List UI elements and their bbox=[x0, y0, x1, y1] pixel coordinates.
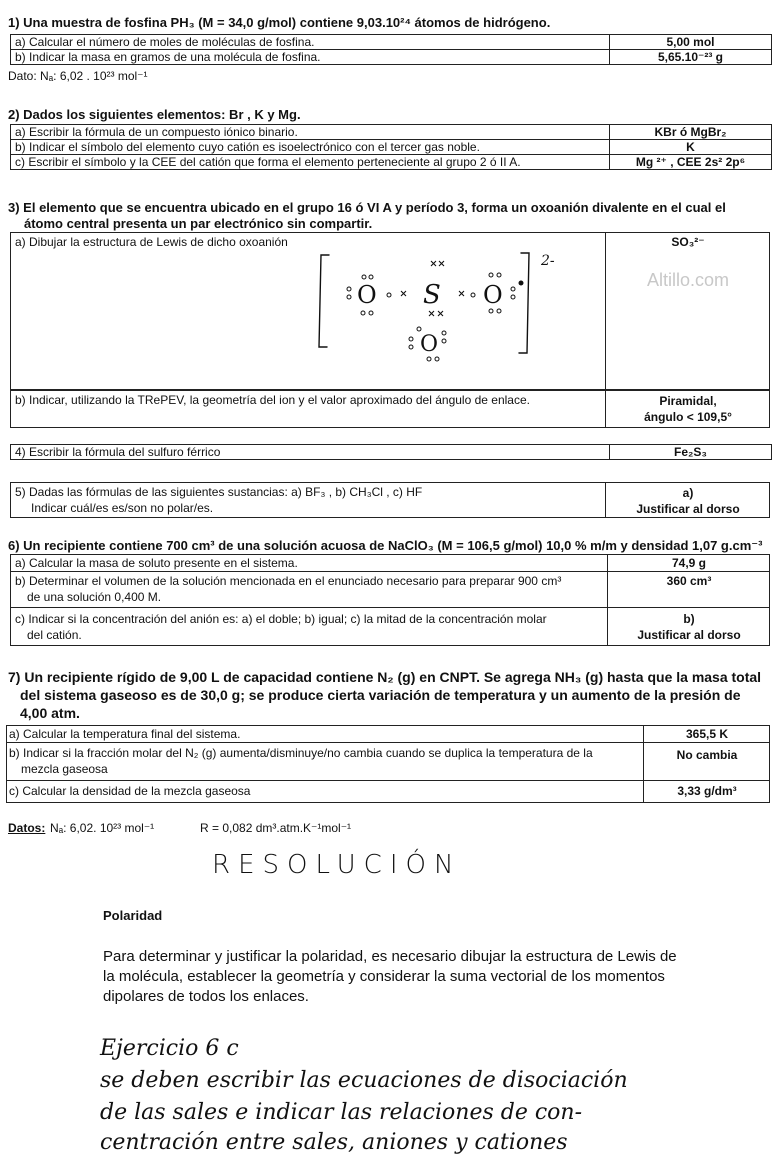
watermark-text: Altillo.com bbox=[646, 270, 730, 290]
q6-box bbox=[10, 554, 770, 646]
polaridad-heading: Polaridad bbox=[103, 908, 163, 923]
lewis-sulfur: S bbox=[423, 280, 441, 310]
q6-title: 6) Un recipiente contiene 700 cm³ de una solución acuosa de NaClO₃ (M = 106,5 g/mol) 10,0 % m/m y densidad 1,07 g.cm⁻³ bbox=[8, 538, 763, 553]
datos-na: Nₐ: 6,02. 10²³ mol⁻¹ bbox=[50, 821, 155, 835]
q3a-question: a) Dibujar la estructura de Lewis de dicho oxoanión bbox=[15, 235, 288, 249]
lewis-structure bbox=[301, 247, 601, 387]
lewis-oxygen-right: O bbox=[483, 281, 503, 309]
table-row bbox=[11, 125, 772, 140]
q6a-answer: 74,9 g bbox=[671, 556, 707, 570]
q1b-question: b) Indicar la masa en gramos de una molécula de fosfina. bbox=[11, 50, 610, 65]
handwritten-line3: de las sales e indicar las relaciones de con- bbox=[100, 1100, 583, 1125]
q5-question-line1: 5) Dadas las fórmulas de las siguientes sustancias: a) BF₃ , b) CH₃Cl , c) HF bbox=[15, 485, 423, 499]
q7b-question-line1: b) Indicar si la fracción molar del N₂ (g) aumenta/disminuye/no cambia cuando se duplica la temperatura de la bbox=[9, 746, 593, 760]
q5-answer-line1: a) bbox=[682, 486, 694, 500]
q4-question: 4) Escribir la fórmula del sulfuro férrico bbox=[11, 445, 610, 460]
q2a-answer: KBr ó MgBr₂ bbox=[610, 125, 772, 140]
handwritten-line2: se deben escribir las ecuaciones de disociación bbox=[100, 1068, 628, 1093]
q7b-question-line2: mezcla gaseosa bbox=[21, 762, 108, 776]
q6b-answer: 360 cm³ bbox=[666, 574, 712, 588]
q3a-box bbox=[10, 232, 770, 390]
q7-box bbox=[6, 725, 770, 803]
table-row bbox=[11, 155, 772, 170]
table-row bbox=[11, 445, 772, 460]
q5-box bbox=[10, 482, 770, 518]
q6c-question-line1: c) Indicar si la concentración del anión es: a) el doble; b) igual; c) la mitad de la concentración molar bbox=[15, 612, 547, 626]
lewis-oxygen-bottom: O bbox=[420, 332, 439, 357]
q3-title-line1: 3) El elemento que se encuentra ubicado en el grupo 16 ó VI A y período 3, forma un oxoanión divalente en el cual el bbox=[8, 200, 726, 215]
q1a-question: a) Calcular el número de moles de moléculas de fosfina. bbox=[11, 35, 610, 50]
polaridad-line3: dipolares de todos los enlaces. bbox=[103, 988, 309, 1005]
q4-answer: Fe₂S₃ bbox=[610, 445, 772, 460]
q4-table bbox=[10, 444, 772, 460]
q2-table bbox=[10, 124, 772, 170]
q7-title-line2: del sistema gaseoso es de 30,0 g; se produce cierta variación de temperatura y un aumento de la presión de bbox=[20, 687, 741, 703]
resolucion-heading: RESOLUCIÓN bbox=[212, 850, 462, 880]
q3b-question: b) Indicar, utilizando la TRePEV, la geometría del ion y el valor aproximado del ángulo de enlace. bbox=[15, 393, 530, 407]
datos-r: R = 0,082 dm³.atm.K⁻¹mol⁻¹ bbox=[200, 821, 352, 835]
q1a-answer: 5,00 mol bbox=[610, 35, 772, 50]
q2-title: 2) Dados los siguientes elementos: Br , K y Mg. bbox=[8, 107, 301, 122]
q6c-answer-line1: b) bbox=[683, 612, 695, 626]
q7-title-line1: 7) Un recipiente rígido de 9,00 L de capacidad contiene N₂ (g) en CNPT. Se agrega NH₃ (g) hasta que la masa total bbox=[8, 669, 762, 685]
q3a-answer: SO₃²⁻ bbox=[671, 235, 705, 249]
q7-title-line3: 4,00 atm. bbox=[20, 705, 80, 721]
q1-title: 1) Una muestra de fosfina PH₃ (M = 34,0 g/mol) contiene 9,03.10²⁴ átomos de hidrógeno. bbox=[8, 15, 551, 30]
q7c-answer: 3,33 g/dm³ bbox=[677, 784, 737, 798]
polaridad-line2: la molécula, establecer la geometría y considerar la suma vectorial de los momentos bbox=[103, 968, 665, 985]
q5-answer-line2: Justificar al dorso bbox=[636, 502, 740, 516]
q6a-question: a) Calcular la masa de soluto presente en el sistema. bbox=[15, 556, 298, 570]
q7b-answer: No cambia bbox=[676, 748, 738, 762]
q3b-answer-line2: ángulo < 109,5° bbox=[644, 410, 732, 424]
q2b-answer: K bbox=[610, 140, 772, 155]
q7a-question: a) Calcular la temperatura final del sistema. bbox=[9, 727, 241, 741]
q2b-question: b) Indicar el símbolo del elemento cuyo catión es isoelectrónico con el tercer gas noble. bbox=[11, 140, 610, 155]
q6c-question-line2: del catión. bbox=[27, 628, 82, 642]
table-row bbox=[11, 35, 772, 50]
datos-label: Datos: bbox=[8, 821, 46, 835]
q5-question-line2: Indicar cuál/es es/son no polar/es. bbox=[31, 501, 214, 515]
lewis-charge: 2- bbox=[541, 253, 555, 269]
q6c-answer-line2: Justificar al dorso bbox=[637, 628, 741, 642]
q7c-question: c) Calcular la densidad de la mezcla gaseosa bbox=[9, 784, 251, 798]
q2a-question: a) Escribir la fórmula de un compuesto iónico binario. bbox=[11, 125, 610, 140]
q6b-question-line2: de una solución 0,400 M. bbox=[27, 590, 162, 604]
handwritten-line1: Ejercicio 6 c bbox=[100, 1036, 239, 1061]
table-row bbox=[11, 140, 772, 155]
q2c-question: c) Escribir el símbolo y la CEE del catión que forma el elemento perteneciente al grupo 2 ó II A. bbox=[11, 155, 610, 170]
q3b-box bbox=[10, 390, 770, 428]
polaridad-line1: Para determinar y justificar la polaridad, es necesario dibujar la estructura de Lewis de bbox=[103, 948, 677, 965]
q1b-answer: 5,65.10⁻²³ g bbox=[610, 50, 772, 65]
table-row bbox=[11, 50, 772, 65]
q3-title-line2: átomo central presenta un par electrónico sin compartir. bbox=[24, 216, 373, 231]
lewis-oxygen-left: O bbox=[357, 281, 377, 309]
q1-dato: Dato: Nₐ: 6,02 . 10²³ mol⁻¹ bbox=[8, 69, 148, 83]
q1-table bbox=[10, 34, 772, 65]
q6b-question-line1: b) Determinar el volumen de la solución mencionada en el enunciado necesario para preparar 900 cm³ bbox=[15, 574, 562, 588]
q2c-answer: Mg ²⁺ , CEE 2s² 2p⁶ bbox=[610, 155, 772, 170]
handwritten-line4: centración entre sales, aniones y cationes bbox=[100, 1130, 568, 1155]
q7a-answer: 365,5 K bbox=[685, 727, 729, 741]
q3b-answer-line1: Piramidal, bbox=[659, 394, 717, 408]
